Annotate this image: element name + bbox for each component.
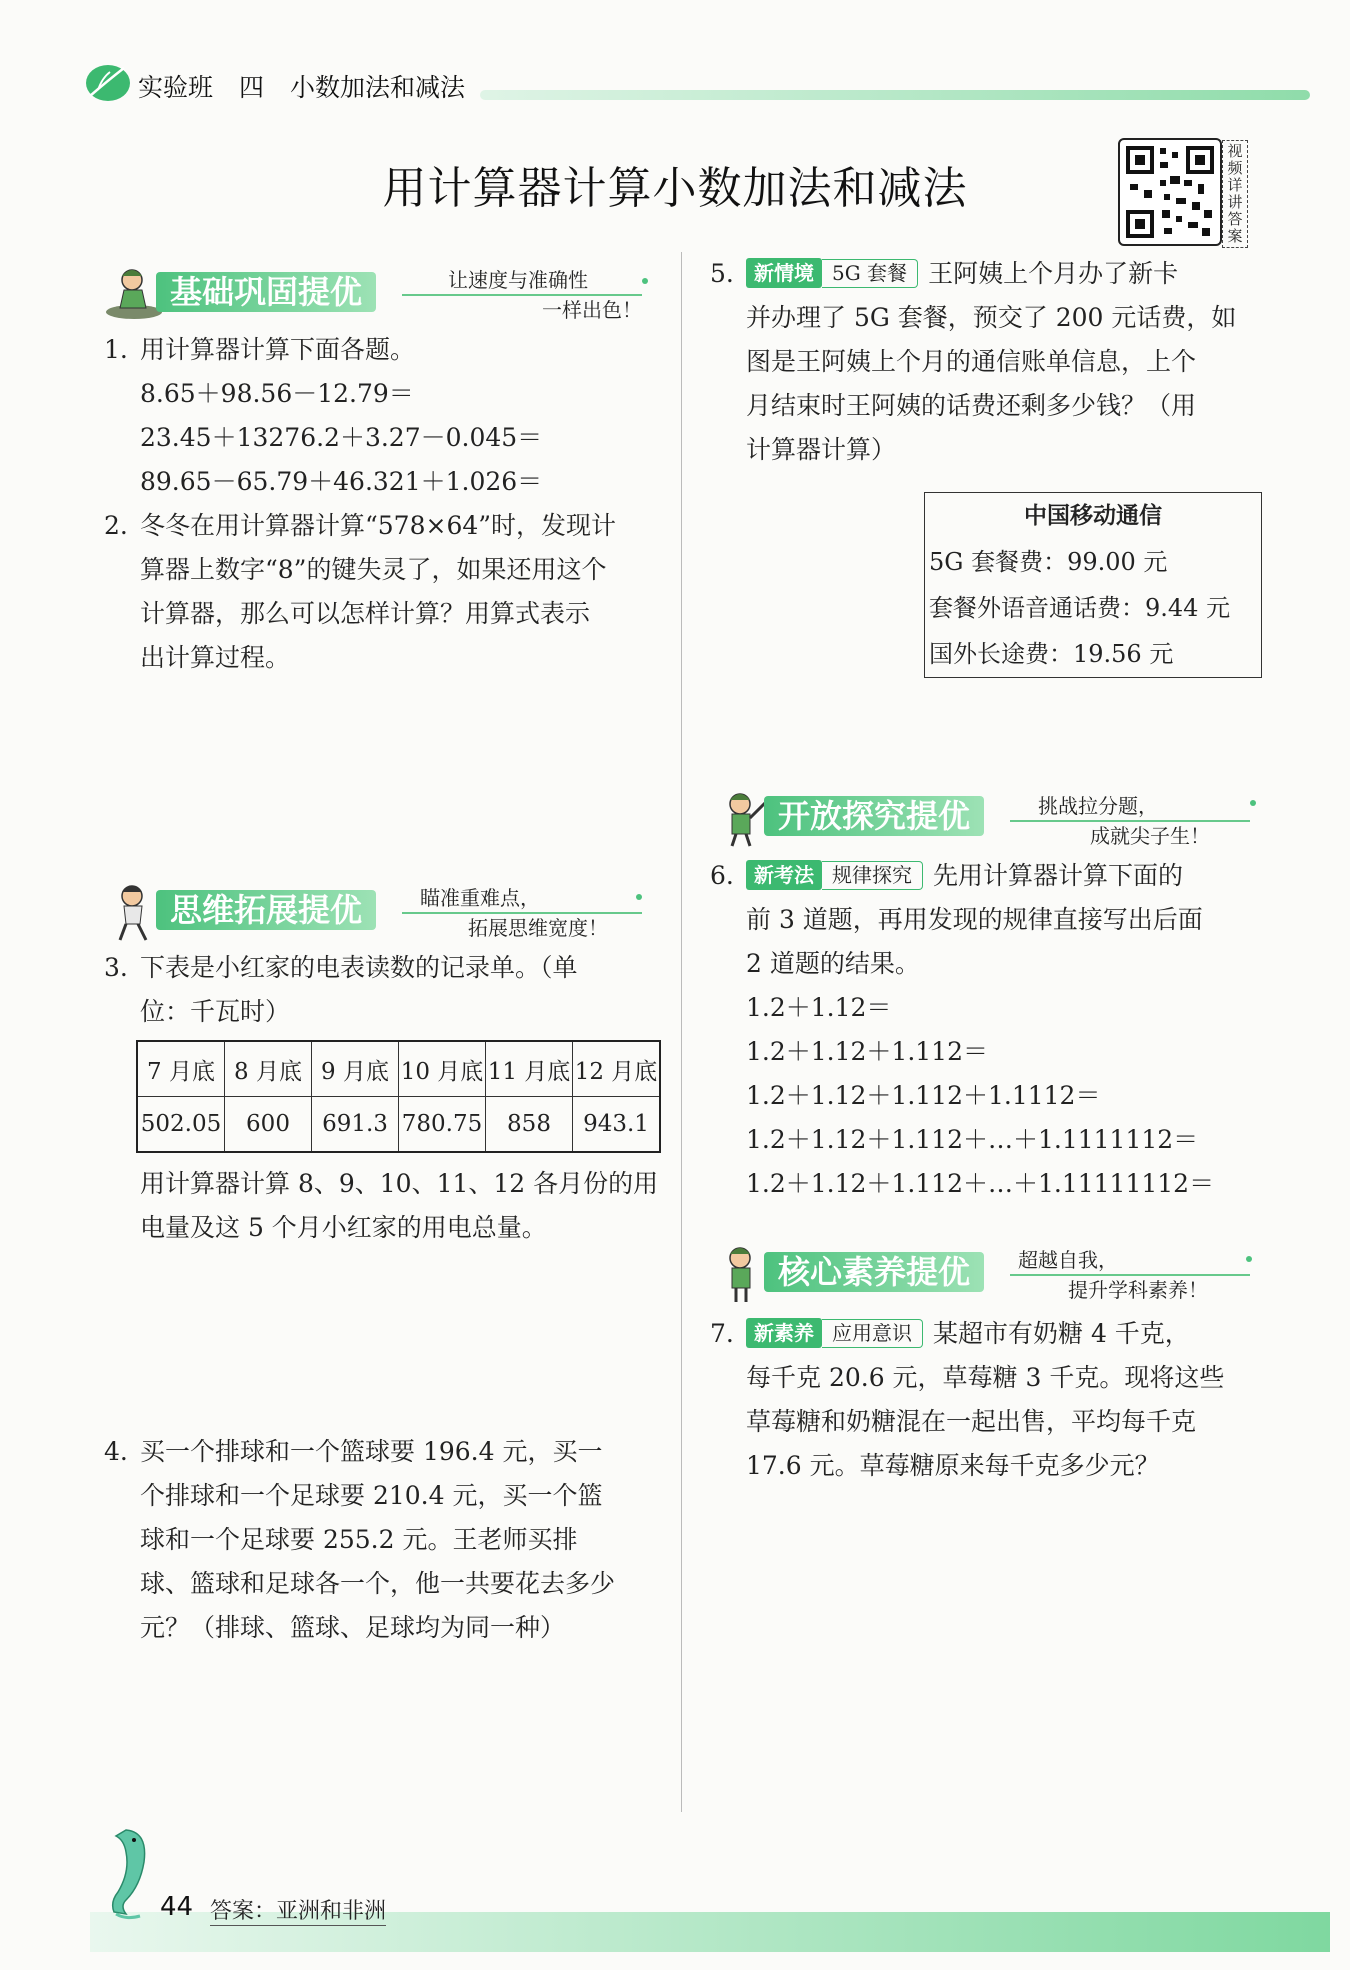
question-1 [104, 328, 664, 504]
table-header-cell: 10 月底 [399, 1041, 486, 1097]
bill-row: 国外长途费：19.56 元 [929, 640, 1174, 668]
question-line: 计算器，那么可以怎样计算？用算式表示 [140, 599, 591, 628]
table-header-cell: 11 月底 [486, 1041, 573, 1097]
question-line: 球、篮球和足球各一个，他一共要花去多少 [140, 1569, 616, 1598]
question-4 [104, 1430, 664, 1650]
phone-bill-box [924, 492, 1262, 678]
slogan-open-1: 挑战拉分题， [1038, 794, 1158, 818]
question-line: 17.6 元。草莓糖原来每千克多少元？ [746, 1451, 1160, 1480]
slogan-core-1: 超越自我， [1018, 1248, 1118, 1272]
topic-tag: 规律探究 [822, 861, 923, 890]
table-cell: 780.75 [399, 1097, 486, 1153]
calc-item: 23.45＋13276.2＋3.27－0.045＝ [140, 423, 543, 452]
bill-title: 中国移动通信 [1024, 503, 1162, 529]
slogan-basic-1: 让速度与准确性 [448, 268, 588, 292]
previous-answer: 答案：亚洲和非洲 [210, 1894, 386, 1926]
question-line: 冬冬在用计算器计算“578×64”时，发现计 [140, 511, 617, 540]
page-title: 用计算器计算小数加法和减法 [382, 163, 968, 214]
series-label: 实验班 [138, 73, 214, 102]
question-line: 每千克 20.6 元，草莓糖 3 千克。现将这些 [746, 1363, 1225, 1392]
slogan-core-2: 提升学科素养！ [1068, 1278, 1208, 1302]
question-number: 2. [104, 511, 128, 540]
question-5 [710, 252, 1270, 472]
question-line: 买一个排球和一个篮球要 196.4 元，买一 [140, 1437, 603, 1466]
table-cell: 502.05 [137, 1097, 225, 1153]
qr-side-label: 视频详讲答案 [1222, 140, 1248, 248]
slogan-dot [636, 894, 642, 900]
slogan-basic-2: 一样出色！ [542, 298, 642, 322]
slogan-open-2: 成就尖子生！ [1090, 824, 1210, 848]
question-line: 电量及这 5 个月小红家的用电总量。 [140, 1213, 547, 1242]
table-header-row [137, 1041, 660, 1097]
meter-reading-table [136, 1040, 661, 1153]
question-line: 位：千瓦时） [140, 997, 291, 1026]
question-number: 3. [104, 953, 128, 982]
question-line: 图是王阿姨上个月的通信账单信息，上个 [746, 347, 1197, 376]
table-header-cell: 7 月底 [137, 1041, 225, 1097]
slogan-underline [1010, 820, 1250, 822]
table-row [137, 1097, 660, 1153]
question-line: 月结束时王阿姨的话费还剩多少钱？（用 [746, 391, 1197, 420]
calc-item: 8.65＋98.56－12.79＝ [140, 379, 414, 408]
question-2 [104, 504, 664, 680]
slogan-underline [402, 912, 642, 914]
question-line: 前 3 道题，再用发现的规律直接写出后面 [746, 905, 1203, 934]
question-3-continued [104, 1162, 664, 1250]
question-line: 并办理了 5G 套餐，预交了 200 元话费，如 [746, 303, 1237, 332]
table-cell: 600 [225, 1097, 312, 1153]
column-divider [681, 252, 682, 1812]
question-line: 2 道题的结果。 [746, 949, 920, 978]
question-line: 球和一个足球要 255.2 元。王老师买排 [140, 1525, 578, 1554]
slogan-dot [642, 278, 648, 284]
new-method-tag: 新考法 [746, 860, 822, 890]
bill-row: 5G 套餐费：99.00 元 [929, 548, 1168, 576]
topic-tag: 应用意识 [822, 1319, 923, 1348]
slogan-dot [1246, 1256, 1252, 1262]
dolphin-icon [96, 1822, 162, 1922]
question-text: 用计算器计算下面各题。 [140, 335, 416, 364]
qr-code-icon[interactable] [1118, 138, 1222, 246]
slogan-underline [402, 294, 642, 296]
unit-label: 四 [238, 73, 264, 102]
question-line: 下表是小红家的电表读数的记录单。（单 [140, 953, 578, 982]
question-line: 用计算器计算 8、9、10、11、12 各月份的用 [140, 1169, 659, 1198]
table-header-cell: 9 月底 [312, 1041, 399, 1097]
question-number: 7. [710, 1319, 734, 1348]
question-number: 1. [104, 335, 128, 364]
question-3 [104, 946, 664, 1034]
question-line: 算器上数字“8”的键失灵了，如果还用这个 [140, 555, 607, 584]
new-literacy-tag: 新素养 [746, 1318, 822, 1348]
calc-item: 89.65－65.79＋46.321＋1.026＝ [140, 467, 543, 496]
unit-title: 小数加法和减法 [289, 73, 465, 102]
section-title-open: 开放探究提优 [764, 796, 984, 836]
calc-item: 1.2＋1.12＋1.112＋1.1112＝ [746, 1081, 1101, 1110]
header-bar [480, 90, 1310, 100]
topic-tag: 5G 套餐 [822, 259, 918, 288]
table-header-cell: 8 月底 [225, 1041, 312, 1097]
question-line: 某超市有奶糖 4 千克， [933, 1319, 1190, 1348]
section-banner-thinking [102, 876, 662, 946]
page-number: 44 [160, 1892, 194, 1922]
question-number: 4. [104, 1437, 128, 1466]
slogan-underline [1010, 1274, 1250, 1276]
slogan-thinking-1: 瞄准重难点， [420, 886, 540, 910]
question-line: 个排球和一个足球要 210.4 元，买一个篮 [140, 1481, 603, 1510]
table-cell: 858 [486, 1097, 573, 1153]
question-number: 6. [710, 861, 734, 890]
calc-item: 1.2＋1.12＋1.112＋…＋1.11111112＝ [746, 1169, 1215, 1198]
bill-row: 套餐外语音通话费：9.44 元 [929, 594, 1231, 622]
page-header [80, 62, 1310, 112]
question-number: 5. [710, 259, 734, 288]
table-cell: 943.1 [573, 1097, 661, 1153]
table-cell: 691.3 [312, 1097, 399, 1153]
section-title-thinking: 思维拓展提优 [156, 890, 376, 930]
slogan-thinking-2: 拓展思维宽度！ [468, 916, 608, 940]
slogan-dot [1250, 800, 1256, 806]
question-line: 草莓糖和奶糖混在一起出售，平均每千克 [746, 1407, 1197, 1436]
section-banner-open [710, 782, 1270, 852]
question-line: 出计算过程。 [140, 643, 291, 672]
question-line: 先用计算器计算下面的 [933, 861, 1184, 890]
calc-item: 1.2＋1.12＋1.112＝ [746, 1037, 988, 1066]
question-line: 计算器计算） [746, 435, 897, 464]
question-line: 王阿姨上个月办了新卡 [928, 259, 1179, 288]
section-title-basic: 基础巩固提优 [156, 272, 376, 312]
section-banner-core [710, 1238, 1270, 1308]
section-title-core: 核心素养提优 [764, 1252, 984, 1292]
question-6 [710, 854, 1270, 1206]
table-header-cell: 12 月底 [573, 1041, 661, 1097]
calc-item: 1.2＋1.12＋1.112＋…＋1.1111112＝ [746, 1125, 1199, 1154]
calc-item: 1.2＋1.12＝ [746, 993, 892, 1022]
question-line: 元？（排球、篮球、足球均为同一种） [140, 1613, 566, 1642]
leaf-logo-icon [84, 62, 132, 104]
new-context-tag: 新情境 [746, 258, 822, 288]
section-banner-basic [102, 258, 662, 328]
question-7 [710, 1312, 1270, 1488]
